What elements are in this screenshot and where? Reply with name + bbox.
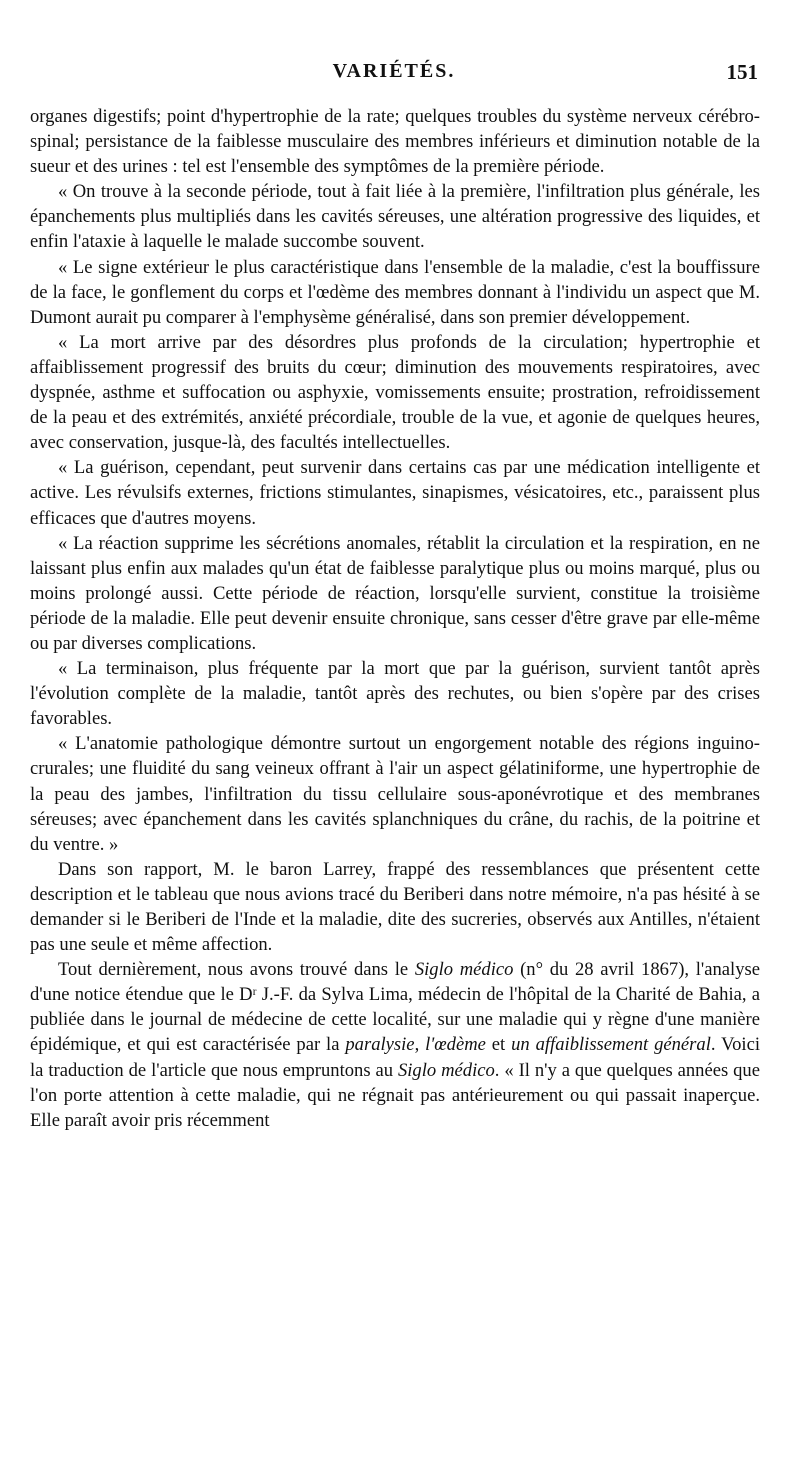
- emphasis: l'œdème: [425, 1034, 486, 1056]
- paragraph: « L'anatomie pathologique démontre surtout un engorgement notable des régions inguino-crurales; une fluidité du sang veineux offrant à l'air un aspect gélatiniforme, une hypertrophie de la peau des jambes, l'infiltration du tissu cellulaire sous-aponévrotique et des membranes séreuses; avec épanchement dans les cavités splanchniques du crâne, du rachis, de la poitrine et du ventre. »: [30, 733, 760, 855]
- paragraph: « On trouve à la seconde période, tout à fait liée à la première, l'infiltration plus générale, les épanchements plus multipliés dans les cavités séreuses, une altération progressive des liquides, et enfin l'ataxie à laquelle le malade succombe souvent.: [30, 181, 760, 253]
- text-run: Tout dernièrement, nous avons trouvé dans le: [58, 959, 415, 981]
- text-run: (n° du 28 avril 1867), l'analyse d'une notice étendue que le Dʳ J.-F. da Sylva Lima, médecin de l'hôpital de la Charité de Bahia, a publiée dans le journal de médecine de cette localité, sur une maladie qui y règne d'une manière épidémique, et qui est caractérisée par la: [30, 959, 760, 1056]
- text-run: . « Il n'y a que quelques années que l'on porte attention à cette maladie, qui ne régnait pas antérieurement ou qui passait inaperçue. Elle paraît avoir pris récemment: [30, 1059, 760, 1131]
- journal-title: Siglo médico: [397, 1059, 495, 1081]
- paragraph: [30, 957, 760, 1133]
- text-run: . Voici la traduction de l'article que nous empruntons au: [30, 1034, 761, 1081]
- emphasis: paralysie: [345, 1034, 415, 1056]
- paragraph: « Le signe extérieur le plus caractéristique dans l'ensemble de la maladie, c'est la bouffissure de la face, le gonflement du corps et l'œdème des membres donnant à l'individu un aspect que M. Dumont aurait pu comparer à l'emphysème généralisé, dans son premier développement.: [30, 256, 760, 328]
- paragraph: « La terminaison, plus fréquente par la mort que par la guérison, survient tantôt après l'évolution complète de la maladie, tantôt après des rechutes, ou bien s'opère par des crises favorables.: [30, 658, 760, 730]
- page-number: 151: [726, 60, 758, 84]
- paragraph: Dans son rapport, M. le baron Larrey, frappé des ressemblances que présentent cette description et le tableau que nous avions tracé du Beriberi dans notre mémoire, n'a pas hésité à se demander si le Beriberi de l'Inde et la maladie, dite des sucreries, observés aux Antilles, n'étaient pas une seule et même affection.: [30, 858, 760, 956]
- paragraph: « La réaction supprime les sécrétions anomales, rétablit la circulation et la respiration, en ne laissant plus enfin aux malades qu'un état de faiblesse paralytique plus ou moins marqué, plus ou moins prolongé aussi. Cette période de réaction, lorsqu'elle survient, constitue la troisième période de la maladie. Elle peut devenir ensuite chronique, sans cesser d'être grave par elle-même ou par diverses complications.: [30, 532, 760, 654]
- running-title: VARIÉTÉS.: [332, 60, 456, 82]
- journal-title: Siglo médico: [414, 959, 514, 981]
- body-text: [30, 104, 760, 1133]
- text-run: ,: [414, 1034, 426, 1056]
- text-run: et: [485, 1034, 512, 1056]
- running-head: [30, 60, 758, 90]
- paragraph: organes digestifs; point d'hypertrophie de la rate; quelques troubles du système nerveux cérébro-spinal; persistance de la faiblesse musculaire des membres inférieurs et diminution notable de la sueur et des urines : tel est l'ensemble des symptômes de la première période.: [30, 106, 760, 178]
- paragraph: « La mort arrive par des désordres plus profonds de la circulation; hypertrophie et affaiblissement progressif des bruits du cœur; diminution des mouvements respiratoires, avec dyspnée, asthme et suffocation ou asphyxie, vomissements ensuite; prostration, refroidissement de la peau et des extrémités, anxiété précordiale, trouble de la vue, et agonie de quelques heures, avec conservation, jusque-là, des facultés intellectuelles.: [30, 331, 760, 454]
- emphasis: un affaiblissement général: [511, 1034, 711, 1056]
- paragraph: « La guérison, cependant, peut survenir dans certains cas par une médication intelligente et active. Les révulsifs externes, frictions stimulantes, sinapismes, vésicatoires, etc., paraissent plus efficaces que d'autres moyens.: [30, 457, 760, 529]
